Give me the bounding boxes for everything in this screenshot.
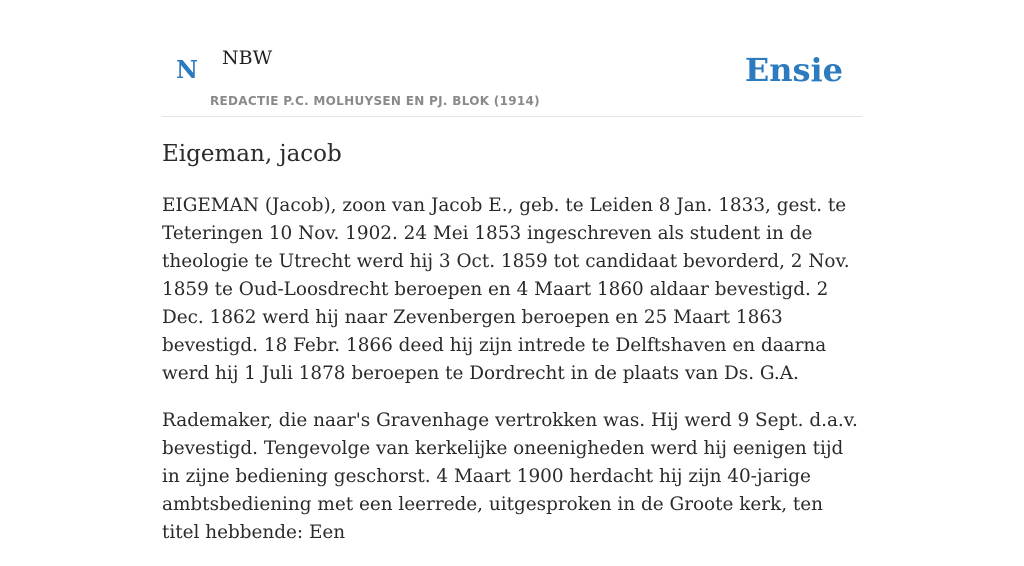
body-paragraph: EIGEMAN (Jacob), zoon van Jacob E., geb. te Leiden 8 Jan. 1833, gest. te Teteringen 10 Nov. 1902. 24 Mei 1853 ingeschreven als student in de theologie te Utrecht werd hij 3 Oct. 1859 tot candidaat bevorderd, 2 Nov. 1859 te Oud-Loosdrecht beroepen en 4 Maart 1860 aldaar bevestigd. 2 Dec. 1862 werd hij naar Zevenbergen beroepen en 25 Maart 1863 bevestigd. 18 Febr. 1866 deed hij zijn intrede te Delftshaven en daarna werd hij 1 Juli 1878 beroepen te Dordrecht in de plaats van Ds. G.A. bbox=[162, 195, 850, 384]
body-paragraph: Rademaker, die naar's Gravenhage vertrokken was. Hij werd 9 Sept. d.a.v. bevestigd. Tengevolge van kerkelijke oneenigheden werd hij eenigen tijd in zijne bediening geschorst. 4 Maart 1900 herdacht hij zijn 40-jarige ambtsbediening met een leerrede, uitgesproken in de Groote kerk, ten titel hebbende: Een bbox=[162, 410, 858, 543]
brand-logo[interactable]: Ensie bbox=[744, 51, 843, 89]
entry-title: Eigeman, jacob bbox=[162, 141, 342, 167]
source-title[interactable]: NBW bbox=[222, 47, 273, 69]
entry-body bbox=[162, 192, 862, 566]
header bbox=[162, 0, 862, 117]
source-subtitle: REDACTIE P.C. MOLHUYSEN EN PJ. BLOK (1914) bbox=[210, 94, 540, 108]
source-logo[interactable]: N bbox=[176, 55, 198, 84]
